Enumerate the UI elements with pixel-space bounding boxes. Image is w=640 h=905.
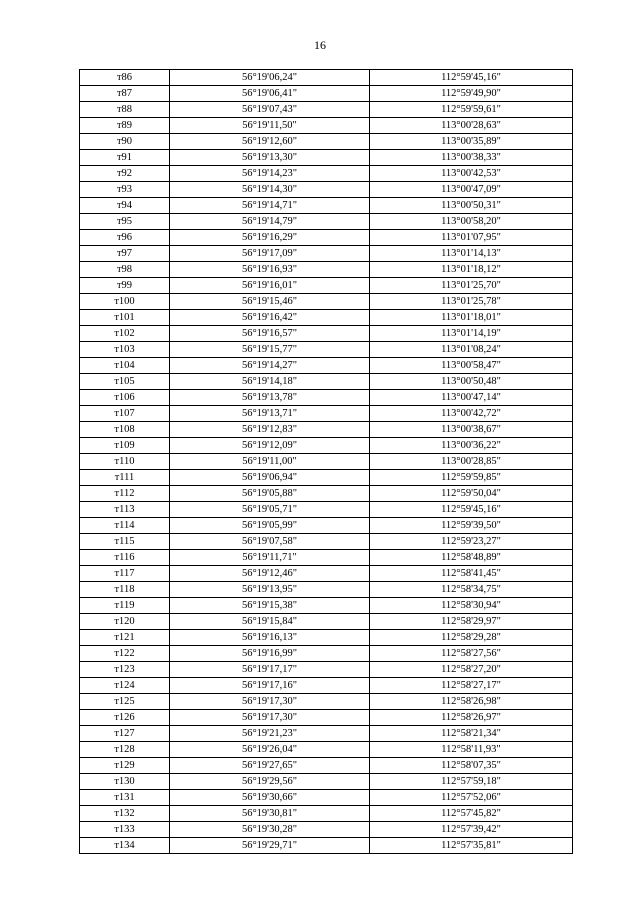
table-row	[80, 438, 573, 454]
longitude-cell: 113°00'28,63"	[370, 118, 573, 134]
latitude-cell: 56°19'11,00"	[170, 454, 370, 470]
point-id-cell: т99	[80, 278, 170, 294]
latitude-cell: 56°19'17,30"	[170, 710, 370, 726]
table-row	[80, 598, 573, 614]
point-id-cell: т86	[80, 70, 170, 86]
table-row	[80, 230, 573, 246]
table-row	[80, 118, 573, 134]
point-id-cell: т127	[80, 726, 170, 742]
latitude-cell: 56°19'14,71"	[170, 198, 370, 214]
point-id-cell: т121	[80, 630, 170, 646]
point-id-cell: т91	[80, 150, 170, 166]
point-id-cell: т109	[80, 438, 170, 454]
longitude-cell: 112°59'49,90"	[370, 86, 573, 102]
table-row	[80, 454, 573, 470]
longitude-cell: 113°00'50,31"	[370, 198, 573, 214]
point-id-cell: т131	[80, 790, 170, 806]
latitude-cell: 56°19'12,46"	[170, 566, 370, 582]
latitude-cell: 56°19'16,01"	[170, 278, 370, 294]
longitude-cell: 112°58'27,20"	[370, 662, 573, 678]
latitude-cell: 56°19'14,79"	[170, 214, 370, 230]
longitude-cell: 112°59'39,50"	[370, 518, 573, 534]
table-row	[80, 422, 573, 438]
latitude-cell: 56°19'15,77"	[170, 342, 370, 358]
coordinates-table-body	[80, 70, 573, 854]
longitude-cell: 112°58'27,56"	[370, 646, 573, 662]
longitude-cell: 113°00'58,47"	[370, 358, 573, 374]
point-id-cell: т87	[80, 86, 170, 102]
table-row	[80, 278, 573, 294]
table-row	[80, 294, 573, 310]
latitude-cell: 56°19'14,23"	[170, 166, 370, 182]
point-id-cell: т92	[80, 166, 170, 182]
longitude-cell: 113°01'25,70"	[370, 278, 573, 294]
table-row	[80, 342, 573, 358]
point-id-cell: т107	[80, 406, 170, 422]
latitude-cell: 56°19'11,50"	[170, 118, 370, 134]
latitude-cell: 56°19'15,46"	[170, 294, 370, 310]
table-row	[80, 534, 573, 550]
longitude-cell: 113°00'47,09"	[370, 182, 573, 198]
longitude-cell: 112°57'59,18"	[370, 774, 573, 790]
longitude-cell: 113°01'08,24"	[370, 342, 573, 358]
latitude-cell: 56°19'14,30"	[170, 182, 370, 198]
point-id-cell: т98	[80, 262, 170, 278]
latitude-cell: 56°19'17,30"	[170, 694, 370, 710]
longitude-cell: 112°59'23,27"	[370, 534, 573, 550]
longitude-cell: 113°00'47,14"	[370, 390, 573, 406]
table-row	[80, 86, 573, 102]
point-id-cell: т89	[80, 118, 170, 134]
latitude-cell: 56°19'30,81"	[170, 806, 370, 822]
point-id-cell: т100	[80, 294, 170, 310]
point-id-cell: т95	[80, 214, 170, 230]
longitude-cell: 112°59'45,16"	[370, 502, 573, 518]
latitude-cell: 56°19'05,99"	[170, 518, 370, 534]
point-id-cell: т105	[80, 374, 170, 390]
point-id-cell: т128	[80, 742, 170, 758]
point-id-cell: т117	[80, 566, 170, 582]
table-row	[80, 214, 573, 230]
latitude-cell: 56°19'13,95"	[170, 582, 370, 598]
latitude-cell: 56°19'27,65"	[170, 758, 370, 774]
table-row	[80, 550, 573, 566]
longitude-cell: 113°01'14,13"	[370, 246, 573, 262]
table-row	[80, 822, 573, 838]
longitude-cell: 113°00'36,22"	[370, 438, 573, 454]
table-row	[80, 518, 573, 534]
point-id-cell: т115	[80, 534, 170, 550]
longitude-cell: 112°58'26,97"	[370, 710, 573, 726]
table-row	[80, 358, 573, 374]
table-row	[80, 134, 573, 150]
latitude-cell: 56°19'16,42"	[170, 310, 370, 326]
point-id-cell: т94	[80, 198, 170, 214]
longitude-cell: 113°00'35,89"	[370, 134, 573, 150]
longitude-cell: 113°00'38,67"	[370, 422, 573, 438]
table-row	[80, 710, 573, 726]
longitude-cell: 112°58'07,35"	[370, 758, 573, 774]
point-id-cell: т122	[80, 646, 170, 662]
longitude-cell: 113°00'38,33"	[370, 150, 573, 166]
table-row	[80, 790, 573, 806]
latitude-cell: 56°19'16,13"	[170, 630, 370, 646]
point-id-cell: т90	[80, 134, 170, 150]
table-row	[80, 806, 573, 822]
table-row	[80, 262, 573, 278]
table-row	[80, 390, 573, 406]
table-row	[80, 742, 573, 758]
point-id-cell: т124	[80, 678, 170, 694]
longitude-cell: 113°00'28,85"	[370, 454, 573, 470]
longitude-cell: 112°58'34,75"	[370, 582, 573, 598]
latitude-cell: 56°19'26,04"	[170, 742, 370, 758]
latitude-cell: 56°19'07,43"	[170, 102, 370, 118]
table-row	[80, 630, 573, 646]
table-row	[80, 102, 573, 118]
table-row	[80, 726, 573, 742]
point-id-cell: т120	[80, 614, 170, 630]
latitude-cell: 56°19'29,56"	[170, 774, 370, 790]
latitude-cell: 56°19'12,09"	[170, 438, 370, 454]
point-id-cell: т96	[80, 230, 170, 246]
table-row	[80, 198, 573, 214]
latitude-cell: 56°19'21,23"	[170, 726, 370, 742]
latitude-cell: 56°19'30,28"	[170, 822, 370, 838]
latitude-cell: 56°19'15,38"	[170, 598, 370, 614]
latitude-cell: 56°19'06,94"	[170, 470, 370, 486]
table-row	[80, 646, 573, 662]
table-row	[80, 374, 573, 390]
point-id-cell: т113	[80, 502, 170, 518]
latitude-cell: 56°19'16,93"	[170, 262, 370, 278]
longitude-cell: 112°58'11,93"	[370, 742, 573, 758]
longitude-cell: 112°57'45,82"	[370, 806, 573, 822]
point-id-cell: т108	[80, 422, 170, 438]
longitude-cell: 113°01'14,19"	[370, 326, 573, 342]
longitude-cell: 113°00'58,20"	[370, 214, 573, 230]
longitude-cell: 112°57'35,81"	[370, 838, 573, 854]
point-id-cell: т116	[80, 550, 170, 566]
latitude-cell: 56°19'17,17"	[170, 662, 370, 678]
longitude-cell: 112°58'48,89"	[370, 550, 573, 566]
latitude-cell: 56°19'13,71"	[170, 406, 370, 422]
point-id-cell: т101	[80, 310, 170, 326]
table-row	[80, 486, 573, 502]
point-id-cell: т93	[80, 182, 170, 198]
point-id-cell: т129	[80, 758, 170, 774]
point-id-cell: т103	[80, 342, 170, 358]
table-row	[80, 470, 573, 486]
latitude-cell: 56°19'16,29"	[170, 230, 370, 246]
coordinates-table	[79, 69, 573, 854]
longitude-cell: 112°57'52,06"	[370, 790, 573, 806]
point-id-cell: т126	[80, 710, 170, 726]
point-id-cell: т123	[80, 662, 170, 678]
longitude-cell: 112°59'50,04"	[370, 486, 573, 502]
longitude-cell: 113°01'07,95"	[370, 230, 573, 246]
point-id-cell: т134	[80, 838, 170, 854]
point-id-cell: т119	[80, 598, 170, 614]
table-row	[80, 678, 573, 694]
longitude-cell: 113°00'42,72"	[370, 406, 573, 422]
point-id-cell: т110	[80, 454, 170, 470]
latitude-cell: 56°19'17,16"	[170, 678, 370, 694]
table-row	[80, 310, 573, 326]
longitude-cell: 112°58'30,94"	[370, 598, 573, 614]
table-row	[80, 326, 573, 342]
latitude-cell: 56°19'13,78"	[170, 390, 370, 406]
latitude-cell: 56°19'05,71"	[170, 502, 370, 518]
table-row	[80, 150, 573, 166]
latitude-cell: 56°19'12,83"	[170, 422, 370, 438]
longitude-cell: 113°01'25,78"	[370, 294, 573, 310]
point-id-cell: т97	[80, 246, 170, 262]
table-row	[80, 614, 573, 630]
point-id-cell: т102	[80, 326, 170, 342]
longitude-cell: 112°58'27,17"	[370, 678, 573, 694]
longitude-cell: 113°00'50,48"	[370, 374, 573, 390]
latitude-cell: 56°19'07,58"	[170, 534, 370, 550]
longitude-cell: 112°58'29,28"	[370, 630, 573, 646]
latitude-cell: 56°19'06,24"	[170, 70, 370, 86]
point-id-cell: т125	[80, 694, 170, 710]
point-id-cell: т118	[80, 582, 170, 598]
latitude-cell: 56°19'14,18"	[170, 374, 370, 390]
latitude-cell: 56°19'16,57"	[170, 326, 370, 342]
point-id-cell: т111	[80, 470, 170, 486]
table-row	[80, 246, 573, 262]
longitude-cell: 112°58'41,45"	[370, 566, 573, 582]
latitude-cell: 56°19'29,71"	[170, 838, 370, 854]
latitude-cell: 56°19'16,99"	[170, 646, 370, 662]
latitude-cell: 56°19'06,41"	[170, 86, 370, 102]
table-row	[80, 774, 573, 790]
table-row	[80, 406, 573, 422]
longitude-cell: 112°59'59,61"	[370, 102, 573, 118]
table-row	[80, 694, 573, 710]
point-id-cell: т88	[80, 102, 170, 118]
longitude-cell: 113°01'18,01"	[370, 310, 573, 326]
latitude-cell: 56°19'14,27"	[170, 358, 370, 374]
table-row	[80, 502, 573, 518]
table-row	[80, 662, 573, 678]
longitude-cell: 112°58'26,98"	[370, 694, 573, 710]
longitude-cell: 112°59'45,16"	[370, 70, 573, 86]
table-row	[80, 838, 573, 854]
latitude-cell: 56°19'13,30"	[170, 150, 370, 166]
longitude-cell: 112°59'59,85"	[370, 470, 573, 486]
latitude-cell: 56°19'30,66"	[170, 790, 370, 806]
point-id-cell: т130	[80, 774, 170, 790]
table-row	[80, 70, 573, 86]
table-row	[80, 582, 573, 598]
longitude-cell: 113°01'18,12"	[370, 262, 573, 278]
point-id-cell: т106	[80, 390, 170, 406]
longitude-cell: 112°58'21,34"	[370, 726, 573, 742]
point-id-cell: т112	[80, 486, 170, 502]
table-row	[80, 566, 573, 582]
latitude-cell: 56°19'12,60"	[170, 134, 370, 150]
point-id-cell: т132	[80, 806, 170, 822]
table-row	[80, 182, 573, 198]
table-row	[80, 166, 573, 182]
point-id-cell: т104	[80, 358, 170, 374]
latitude-cell: 56°19'11,71"	[170, 550, 370, 566]
page-number: 16	[314, 38, 326, 52]
point-id-cell: т133	[80, 822, 170, 838]
table-row	[80, 758, 573, 774]
longitude-cell: 112°58'29,97"	[370, 614, 573, 630]
point-id-cell: т114	[80, 518, 170, 534]
latitude-cell: 56°19'15,84"	[170, 614, 370, 630]
latitude-cell: 56°19'17,09"	[170, 246, 370, 262]
longitude-cell: 113°00'42,53"	[370, 166, 573, 182]
longitude-cell: 112°57'39,42"	[370, 822, 573, 838]
latitude-cell: 56°19'05,88"	[170, 486, 370, 502]
